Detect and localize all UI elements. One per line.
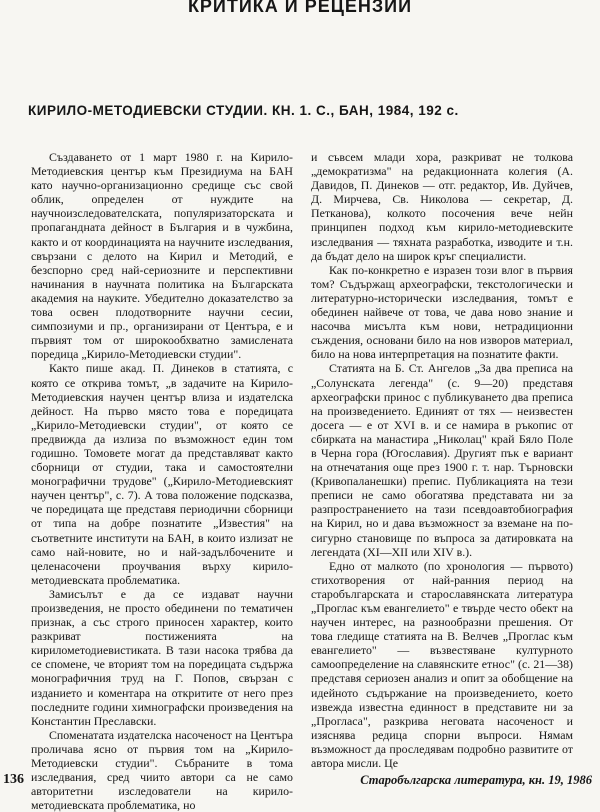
page-number: 136 — [3, 772, 24, 787]
paragraph: Създаването от 1 март 1980 г. на Кирило-Методиевския център към Президиума на БАН като научно-организационно средище със свой облик, определен от нуждите на научноизследователската, популяризаторската и пропагандната дейност в България и в чужбина, както и от координацията на научните изследвания, свързани с делото на Кирил и Методий, е безспорно сред най-сериозните и перспективни начинания в научната политика на Българската академия на науките. Убедително доказателство за това освен плодотворните научни сесии, симпозиуми и пр., организирани от Центъра, е и първият том от широкообхватно замислената поредица „Кирило-Методиевски студии". — [31, 150, 293, 362]
paragraph: Статията на Б. Ст. Ангелов „За два преписа на „Солунската легенда" (с. 9—20) представя археографски принос с публикуването два преписа на произведението. Единият от тях — неизвестен досега — е от XVI в. и се намира в ръкопис от сбирката на манастира „Николац" край Бяло Поле в Черна гора (Югославия). Другият пък е вариант на отнечатания още през 1900 г. т. нар. Търновски (Кривопаланешки) препис. Публикацията на тези преписи не само обогатява представата ни за разпространението на тази псевдоавтобиография на Кирил, но и дава възможност за вземане на по-сигурно становище по въпроса за датировката на легендата (XI—XII или XIV в.). — [311, 361, 573, 559]
article-title: КИРИЛО-МЕТОДИЕВСКИ СТУДИИ. КН. 1. С., БАН, 1984, 192 с. — [28, 103, 459, 118]
paragraph-continuation: и съвсем млади хора, разкриват не толкова „демократизма" на редакционната колегия (А. Давидов, П. Динеков — отг. редактор, Ив. Дуйчев, Д. Мирчева, Св. Николова — секретар, Д. Петканова), колкото посочения вече нейн принципен подход към кирило-методиевските изследвания — тяхната разработка, изводите и т.н. да бъдат дело на широк кръг специалисти. — [311, 150, 573, 263]
journal-citation: Старобългарска литература, кн. 19, 1986 — [360, 773, 592, 787]
page-footer — [0, 772, 600, 792]
right-column — [311, 150, 573, 771]
paragraph: Как по-конкретно е изразен този влог в първия том? Съдържащ археографски, текстологически и литературно-исторически изследвания, томът е обединен найвече от това, че дава ново знание и насочва мисълта към нови, нетрадиционни съждения, основани било на нов изворов материал, било на нова интерпретация на познатите факти. — [311, 262, 573, 362]
paragraph: Както пише акад. П. Динеков в статията, с която се открива томът, „в задачите на Кирило-Методиевския научен център влиза и издателска дейност. На първо място това е поредицата „Кирило-Методиевски студии", от която се предвижда да излиза по възможност един том годишно. Томовете могат да представляват както сборници от студии, така и самостоятелни монографични трудове" („Кирило-Методиевският научен център", с. 7). А това положение подсказва, че поредицата ще представя периодични сборници от типа на добре познатите „Известия" на съответните институти на БАН, в които излизат не само най-новите, но и най-задълбочените и целенасочени проучвания върху кирило-методиевската проблематика. — [31, 361, 293, 587]
paragraph: Споменатата издателска насоченост на Центъра проличава ясно от първия том на „Кирило-Методиевски студии". Събраните в тома изследвания, сред чиито автори са не само авторитетни изследователи на кирило-методиевската проблематика, но — [31, 727, 293, 812]
paragraph: Замисълът е да се издават научни произведения, не просто обединени по тематичен признак, а със строго приносен характер, които разкриват постиженията на кирилометодиевистиката. В тази насока трябва да се спомене, че вторият том на поредицата съдържа монографичния труд на Г. Попов, свързан с изданието и коментара на откритите от него през последните години химнографски произведения на Константин Преславски. — [31, 586, 293, 728]
left-column — [31, 150, 293, 812]
section-heading: КРИТИКА И РЕЦЕНЗИИ — [187, 0, 413, 16]
paragraph: Едно от малкото (по хронология — първото) стихотворения от най-ранния период на старобългарската и старославянската литература „Проглас към евангелието" е твърде често обект на научен интерес, на разнообразни прешения. От това гледище статията на В. Велчев „Проглас към евангелието" — възвестяване културното самоопределение на славянските етнос" (с. 21—38) представя сериозен анализ и опит за обобщение на идейното съдържание на произведението, което извежда известна единност в представите ни за „Прогласа", разкрива неговата насоченост и изяснява редица спорни въпроси. Нямам възможност да проследявам подробно развитите от автора мисли. Це — [311, 558, 573, 771]
